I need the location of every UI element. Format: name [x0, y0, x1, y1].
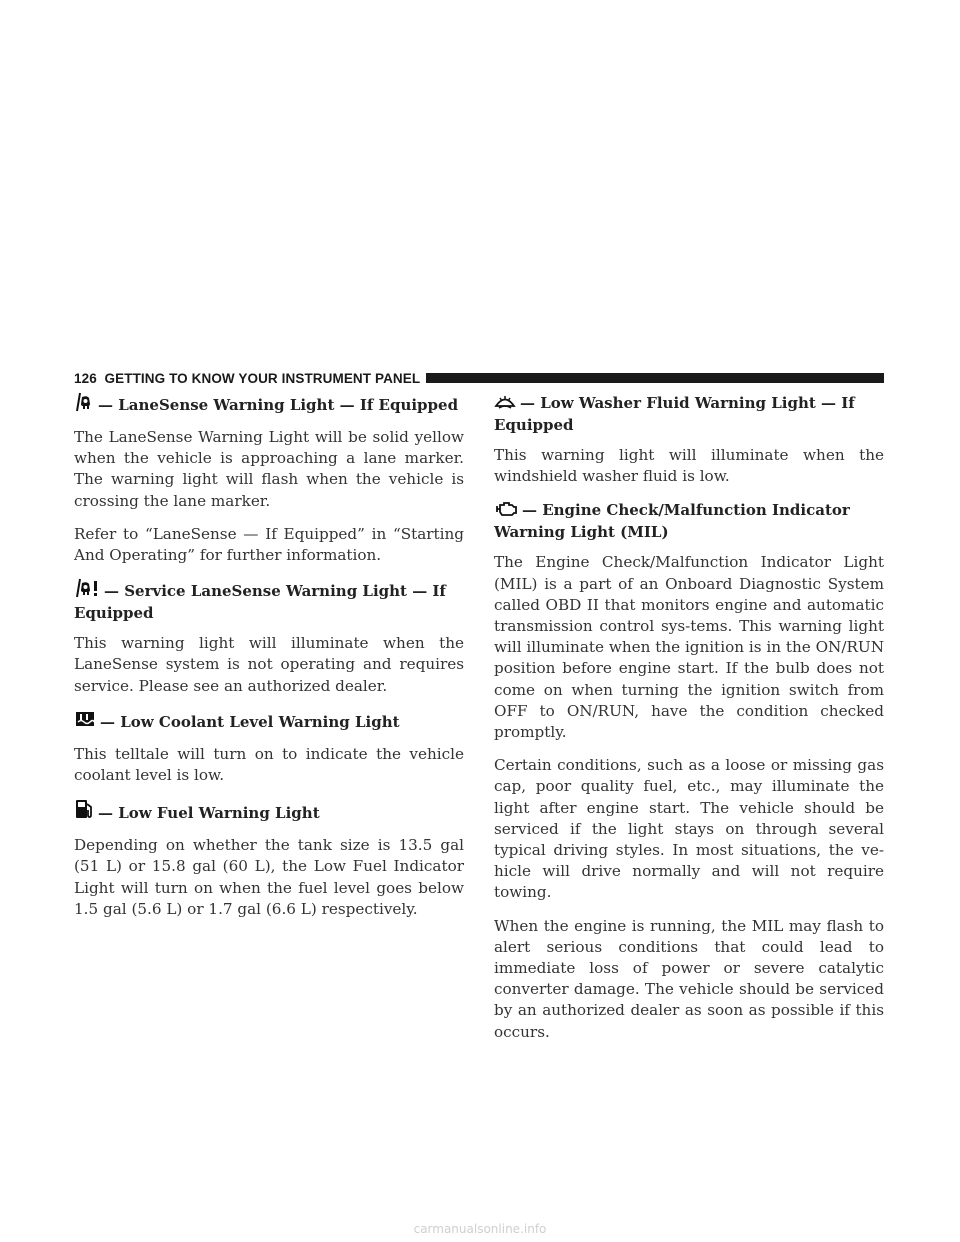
left-column [74, 392, 464, 932]
paragraph: This warning light will illuminate when the LaneSense system is not operating and requires service. Please see an authorized dealer. [74, 634, 464, 695]
section-heading-low-coolant [74, 709, 464, 734]
washer-fluid-icon [494, 392, 516, 415]
section-title: GETTING TO KNOW YOUR INSTRUMENT PANEL [104, 370, 421, 386]
section-heading-engine-check [494, 499, 884, 542]
section-heading-lanesense [74, 392, 464, 417]
heading-text: — LaneSense Warning Light — If Equipped [98, 396, 459, 414]
paragraph: The LaneSense Warning Light will be solid yellow when the vehicle is approaching a lane marker. The warning light will flash when the vehicle is crossing the lane marker. [74, 428, 464, 510]
paragraph: When the engine is running, the MIL may flash to alert serious conditions that could lead to immediate loss of power or severe catalytic converter damage. The vehicle should be serviced by an authorized dealer as soon as possible if this occurs. [494, 916, 884, 1041]
service-lanesense-icon [74, 578, 100, 603]
section-heading-low-washer-fluid [494, 392, 884, 435]
heading-text: — Low Coolant Level Warning Light [100, 712, 400, 731]
page-header-text [74, 371, 420, 386]
section-heading-service-lanesense [74, 578, 464, 623]
section-heading-low-fuel [74, 798, 464, 825]
paragraph: This telltale will turn on to indicate the vehicle coolant level is low. [74, 744, 464, 785]
engine-check-icon [494, 499, 518, 522]
page-header [74, 369, 884, 387]
heading-text: — Engine Check/Malfunction Indicator Warning Light (MIL) [494, 501, 850, 542]
page-number: 126 [74, 370, 97, 386]
paragraph: Certain conditions, such as a loose or missing gas cap, poor quality fuel, etc., may illuminate the light after engine start. The vehicle should be serviced if the light stays on through several typical driving styles. In most situations, the ve-hicle will drive normally and will not require towing. [494, 756, 884, 902]
paragraph: Refer to “LaneSense — If Equipped” in “Starting And Operating” for further information. [74, 524, 464, 565]
lanesense-icon [74, 392, 94, 417]
heading-text: — Low Washer Fluid Warning Light — If Equipped [494, 394, 855, 434]
heading-text: — Service LaneSense Warning Light — If Equipped [74, 582, 446, 623]
fuel-pump-icon [74, 798, 94, 825]
right-column [494, 392, 884, 1055]
coolant-icon [74, 709, 96, 734]
paragraph: Depending on whether the tank size is 13.5 gal (51 L) or 15.8 gal (60 L), the Low Fuel Indicator Light will turn on when the fuel level goes below 1.5 gal (5.6 L) or 1.7 gal (6.6 L) respectively. [74, 836, 464, 918]
heading-text: — Low Fuel Warning Light [98, 804, 320, 823]
paragraph: The Engine Check/Malfunction Indicator Light (MIL) is a part of an Onboard Diagnostic System called OBD II that monitors engine and automatic transmission control sys-tems. This warning light will illuminate when the ignition is in the ON/RUN position before engine start. If the bulb does not come on when turning the ignition switch from OFF to ON/RUN, have the condition checked promptly. [494, 553, 884, 742]
paragraph: This warning light will illuminate when the windshield washer fluid is low. [494, 446, 884, 486]
watermark: carmanualsonline.info [413, 1222, 547, 1236]
header-rule [426, 373, 884, 383]
